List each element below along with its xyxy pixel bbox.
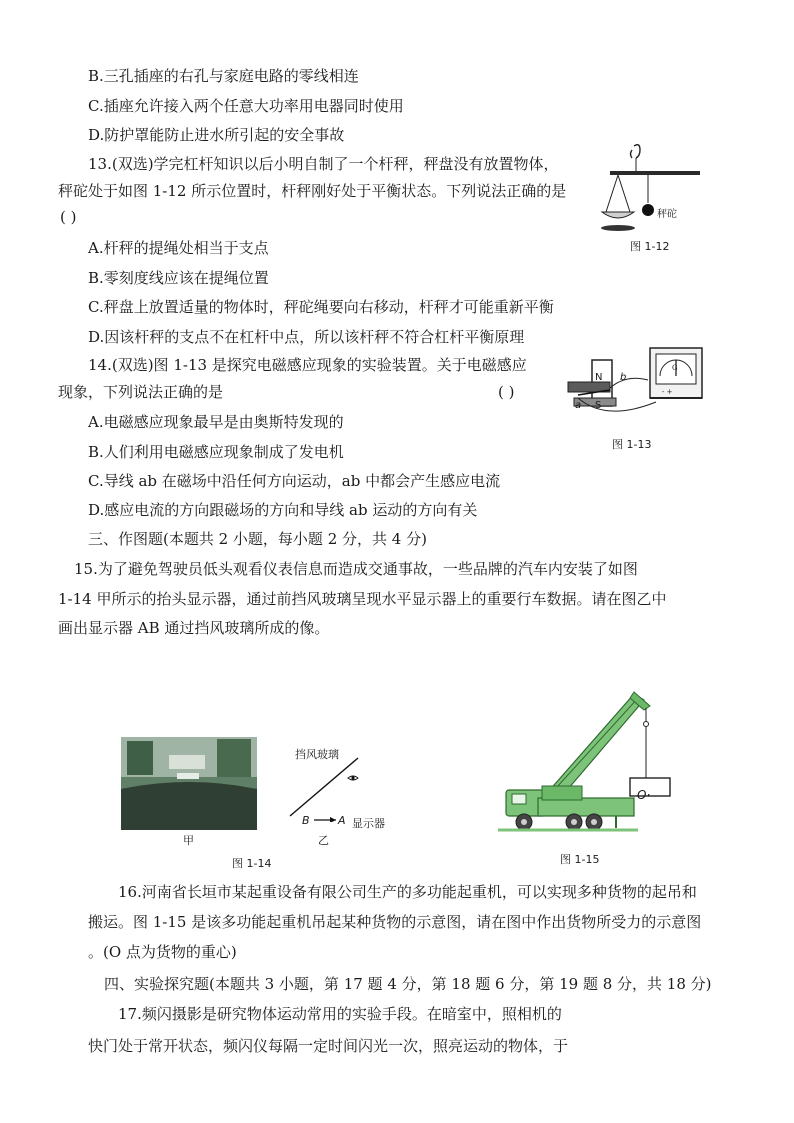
q13-option-a: A.杆秤的提绳处相当于支点 [88, 239, 269, 257]
figure-1-14-diagram-yi [286, 752, 376, 822]
q13-option-d: D.因该杆秤的支点不在杠杆中点，所以该杆秤不符合杠杆平衡原理 [88, 328, 525, 346]
q14-stem-line-1: 14.(双选)图 1-13 是探究电磁感应现象的实验装置。关于电磁感应 [88, 356, 527, 374]
figure-1-13-caption: 图 1-13 [612, 438, 652, 451]
svg-text:G: G [672, 364, 678, 372]
q12-option-b: B.三孔插座的右孔与家庭电路的零线相连 [88, 67, 359, 85]
figure-1-13-label-b: b [620, 372, 627, 383]
figure-1-14-display-label: 显示器 [352, 817, 385, 830]
q13-answer-bracket: ( ) [60, 208, 77, 226]
figure-1-14-label-yi: 乙 [318, 834, 329, 847]
figure-1-14-point-a: A [338, 814, 346, 827]
figure-1-14-label-jia: 甲 [183, 834, 194, 847]
q14-option-b: B.人们利用电磁感应现象制成了发电机 [88, 443, 344, 461]
q14-option-c: C.导线 ab 在磁场中沿任何方向运动，ab 中都会产生感应电流 [88, 472, 501, 490]
q17-line-1: 17.频闪摄影是研究物体运动常用的实验手段。在暗室中，照相机的 [118, 1005, 562, 1023]
figure-1-15-crane-truck [498, 688, 680, 838]
q16-line-1: 16.河南省长垣市某起重设备有限公司生产的多功能起重机，可以实现多种货物的起吊和 [118, 883, 697, 901]
q13-stem-line-1: 13.(双选)学完杠杆知识以后小明自制了一个杆秤，秤盘没有放置物体， [88, 155, 559, 173]
q12-option-d: D.防护罩能防止进水所引起的安全事故 [88, 126, 345, 144]
figure-1-12-steelyard [598, 140, 708, 252]
section-3-heading: 三、作图题(本题共 2 小题，每小题 2 分，共 4 分) [88, 530, 427, 548]
svg-text:- +: - + [662, 388, 673, 396]
q15-line-1: 15.为了避免驾驶员低头观看仪表信息而造成交通事故，一些品牌的汽车内安装了如图 [74, 560, 638, 578]
figure-1-14-photo-jia [121, 737, 257, 830]
q13-option-b: B.零刻度线应该在提绳位置 [88, 269, 269, 287]
figure-1-15-caption: 图 1-15 [560, 853, 600, 866]
q14-option-d: D.感应电流的方向跟磁场的方向和导线 ab 运动的方向有关 [88, 501, 478, 519]
q14-answer-bracket: ( ) [498, 383, 515, 401]
figure-1-12-caption: 图 1-12 [630, 240, 670, 253]
q13-option-c: C.秤盘上放置适量的物体时，秤砣绳要向右移动，杆秤才可能重新平衡 [88, 298, 554, 316]
q14-stem-line-2: 现象，下列说法正确的是 [58, 383, 224, 401]
q14-option-a: A.电磁感应现象最早是由奥斯特发现的 [88, 413, 344, 431]
q17-line-2: 快门处于常开状态，频闪仪每隔一定时间闪光一次，照亮运动的物体，于 [88, 1037, 569, 1055]
figure-1-13-induction-apparatus [566, 340, 706, 435]
figure-1-13-north-pole: N [595, 372, 603, 383]
figure-1-13-label-a: a [575, 400, 582, 411]
figure-1-15-cargo-label: O· [637, 788, 651, 802]
figure-1-14-windshield-label: 挡风玻璃 [295, 748, 339, 761]
q12-option-c: C.插座允许接入两个任意大功率用电器同时使用 [88, 97, 404, 115]
figure-1-12-weight-label: 秤砣 [657, 209, 677, 220]
q15-line-2: 1-14 甲所示的抬头显示器，通过前挡风玻璃呈现水平显示器上的重要行车数据。请在图乙中 [58, 590, 667, 608]
figure-1-14-caption: 图 1-14 [232, 857, 272, 870]
q16-line-2: 搬运。图 1-15 是该多功能起重机吊起某种货物的示意图，请在图中作出货物所受力的示意图 [88, 913, 702, 931]
figure-1-14-point-b: B [302, 814, 310, 827]
figure-1-13-south-pole: S [595, 400, 602, 411]
q16-line-3: 。(O 点为货物的重心) [88, 943, 237, 961]
q13-stem-line-2: 秤砣处于如图 1-12 所示位置时，杆秤刚好处于平衡状态。下列说法正确的是 [58, 182, 567, 200]
section-4-heading: 四、实验探究题(本题共 3 小题，第 17 题 4 分，第 18 题 6 分，第 19 题 8 分，共 18 分) [104, 975, 712, 993]
q15-line-3: 画出显示器 AB 通过挡风玻璃所成的像。 [58, 619, 330, 637]
